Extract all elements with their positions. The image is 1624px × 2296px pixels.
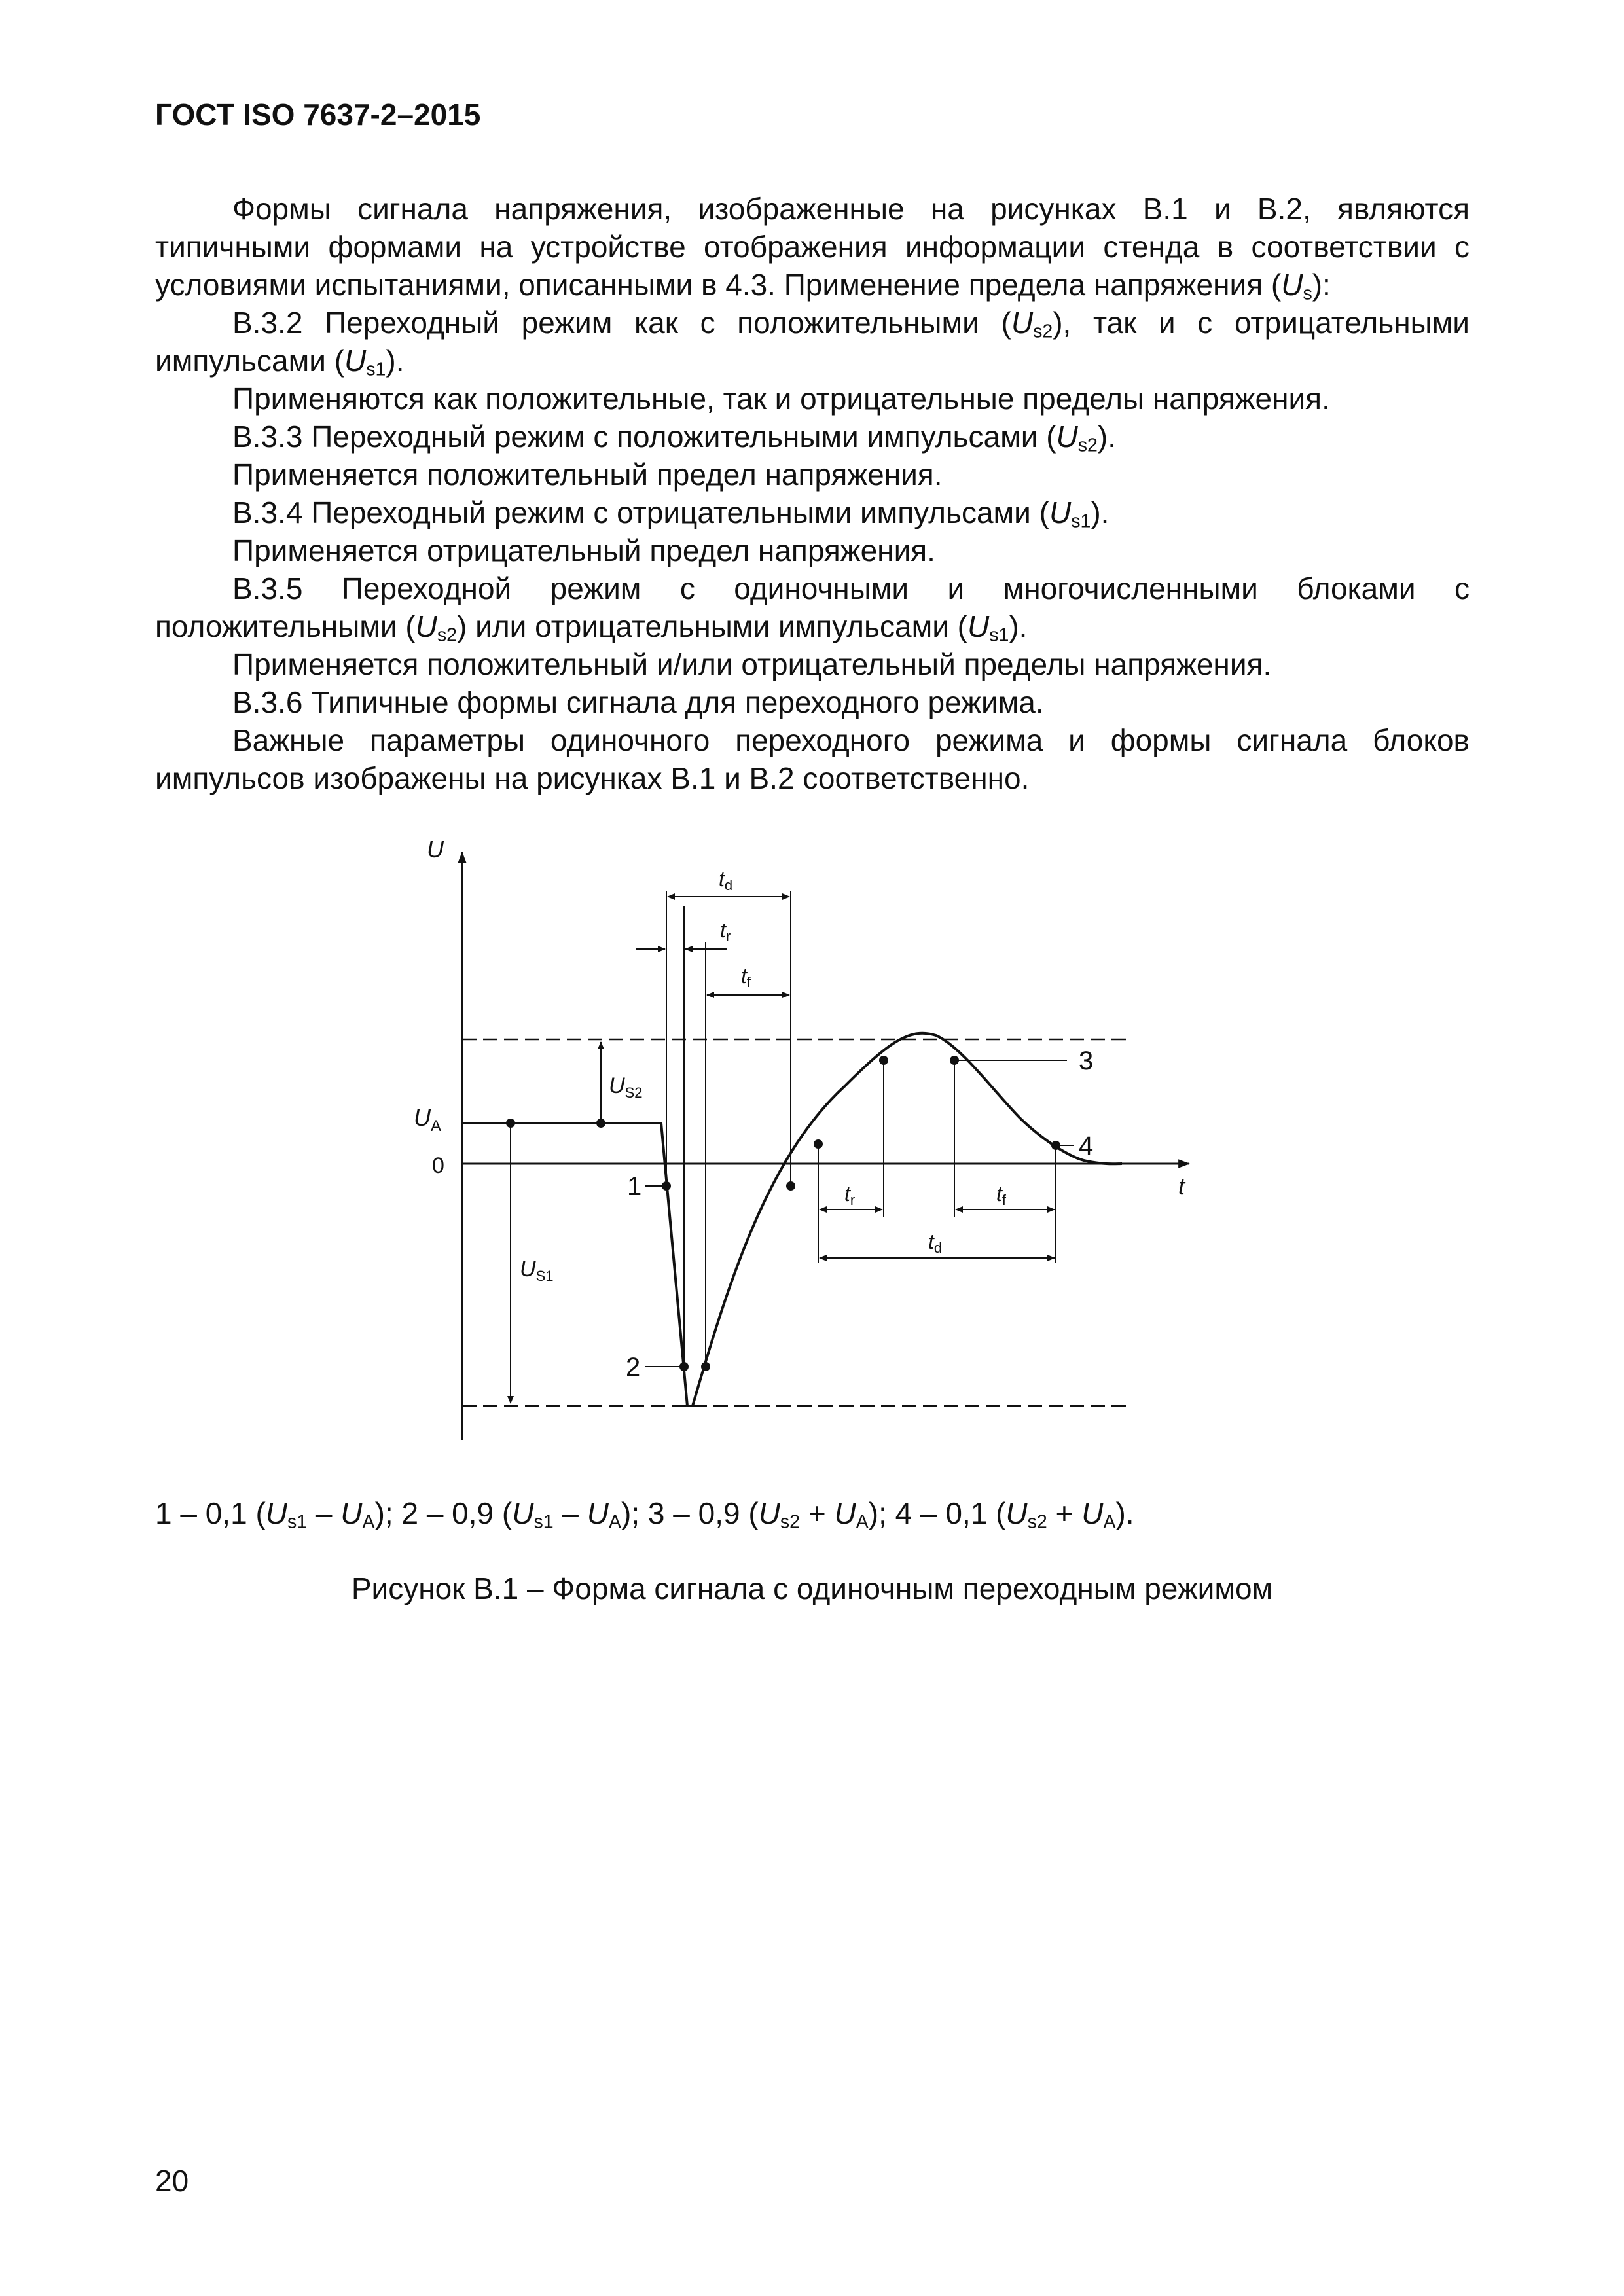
marker-1-label: 1 — [627, 1172, 642, 1201]
tf-bottom-label: tf — [996, 1182, 1007, 1208]
us2-label: $U_{S2}$ — [609, 1073, 643, 1101]
waveform-point — [506, 1119, 515, 1128]
body-text — [155, 190, 1470, 797]
waveform-point — [879, 1056, 888, 1065]
page-number: 20 — [155, 2164, 189, 2198]
tr-top-label: tr — [720, 918, 731, 944]
us1-label: $U_{S1}$ — [520, 1257, 554, 1284]
waveform-diagram — [0, 831, 1624, 1486]
marker-3-label: 3 — [1079, 1047, 1094, 1075]
intro-paragraph: Формы сигнала напряжения, изображенные на рисунках B.1 и B.2, являются типичными формами на устройстве отображения информации стенда в соответствии с условиями испытаниями, описанными в 4.3. Применение предела напряжения $(U_s)$: — [155, 192, 1470, 304]
y-axis-label: U — [427, 836, 444, 863]
waveform-curve — [462, 1033, 1122, 1406]
waveform-point — [814, 1139, 823, 1149]
td-bottom-label: td — [928, 1230, 943, 1256]
x-axis-label: t — [1178, 1173, 1185, 1200]
clause-b32-note: Применяются как положительные, так и отрицательные пределы напряжения. — [232, 382, 1330, 416]
figure-legend: 1 – 0,1 $(U_{s1} - U_A)$; 2 – 0,9 $(U_{s1} - U_A)$; 3 – 0,9 $(U_{s2} + U_A)$; 4 – 0,1 $(U_{s2} + U_A)$. — [155, 1496, 1134, 1533]
tf-top-label: tf — [741, 964, 751, 990]
td-top-label: td — [719, 867, 733, 893]
marker-4-label: 4 — [1079, 1132, 1094, 1160]
waveform-point — [596, 1119, 605, 1128]
clause-b33: B.3.3 Переходный режим с положительными импульсами $(U_{s2})$. — [232, 420, 1116, 456]
clause-b33-note: Применяется положительный предел напряжения. — [232, 457, 943, 492]
tr-bottom-label: tr — [844, 1182, 856, 1208]
waveform-point — [786, 1181, 795, 1191]
clause-b36-note: Важные параметры одиночного переходного режима и формы сигнала блоков импульсов изображены на рисунках B.1 и B.2 соответственно. — [155, 723, 1470, 795]
waveform-point — [701, 1362, 710, 1371]
clause-b35: B.3.5 Переходной режим с одиночными и многочисленными блоками с положительными $(U_{s2})$ или отрицательными импульсами $(U_{s1})$. — [155, 571, 1470, 646]
figure-b1 — [0, 831, 1624, 1486]
figure-caption: Рисунок B.1 – Форма сигнала с одиночным переходным режимом — [351, 1571, 1273, 1605]
clause-b34: B.3.4 Переходный режим с отрицательными импульсами $(U_{s1})$. — [232, 495, 1110, 532]
clause-b35-note: Применяется положительный и/или отрицательный пределы напряжения. — [232, 647, 1272, 681]
clause-b36: B.3.6 Типичные формы сигнала для переходного режима. — [232, 685, 1044, 719]
marker-2-label: 2 — [626, 1353, 641, 1382]
document-header: ГОСТ ISO 7637-2–2015 — [155, 98, 481, 132]
clause-b32: B.3.2 Переходный режим как с положительными $(U_{s2})$, так и с отрицательными импульсами $(U_{s1})$. — [155, 306, 1470, 380]
clause-b34-note: Применяется отрицательный предел напряжения. — [232, 533, 935, 567]
ua-label: $U_A$ — [414, 1104, 442, 1135]
zero-label: 0 — [432, 1153, 444, 1178]
